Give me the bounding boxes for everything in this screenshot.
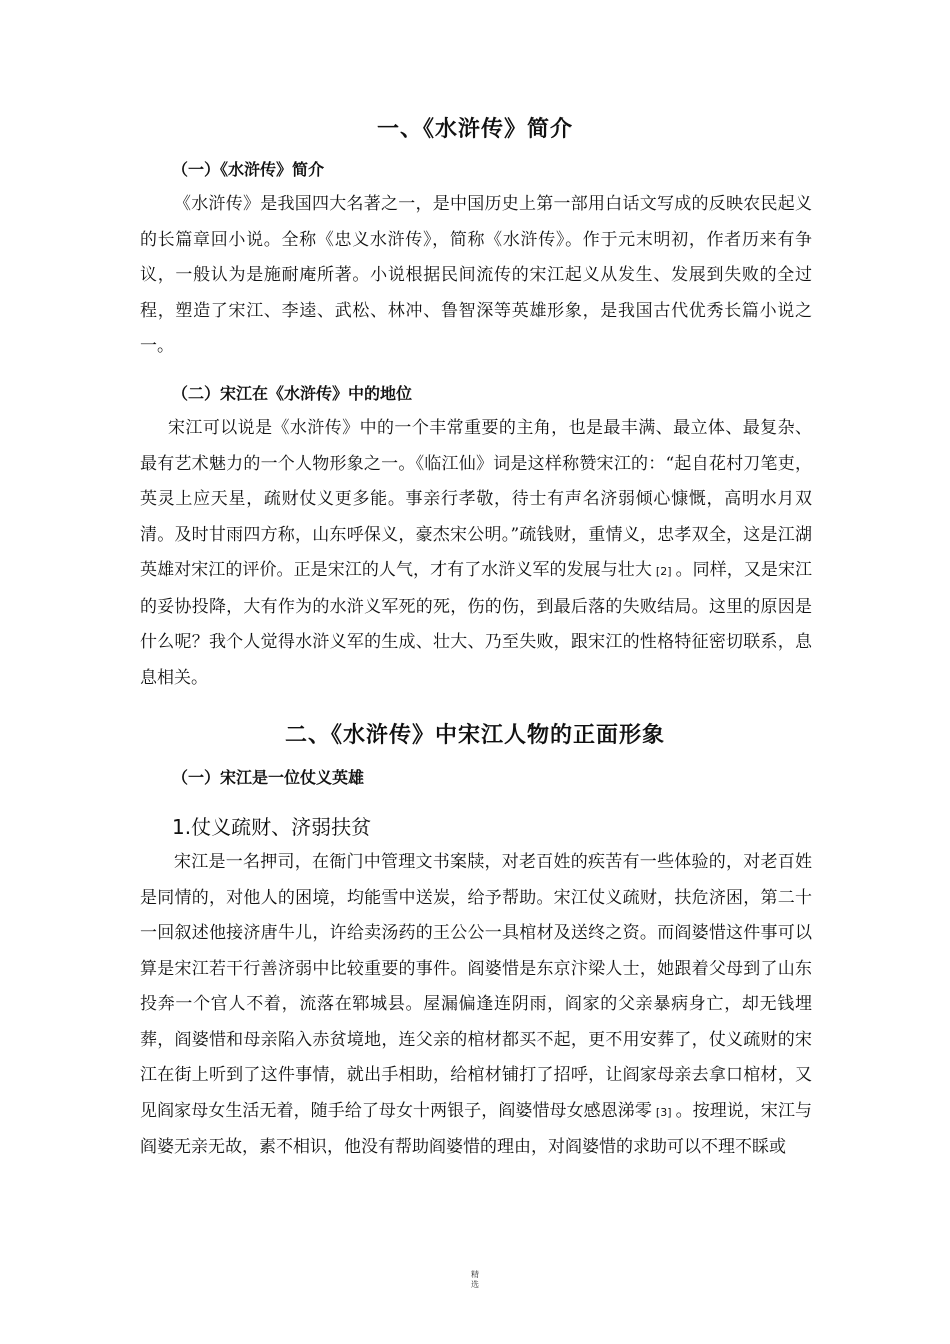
section-2-point-1-heading: 1.仗义疏财、济弱扶贫: [172, 815, 372, 839]
citation-marker: [2]: [655, 565, 672, 578]
page-footer-mark: [455, 1270, 495, 1290]
section-2-point-1-paragraph: [140, 845, 812, 1166]
paragraph-text: 宋江可以说是《水浒传》中的一个丰常重要的主角，也是最丰满、最立体、最复杂、最有艺术魅力的一个人物形象之一。《临江仙》词是这样称赞宋江的：“起自花村刀笔吏，英灵上应天星，疏财仗义更多能。事亲行孝敬，待士有声名济弱倾心慷慨，高明水月双清。及时甘雨四方称，山东呼保义，豪杰宋公明。”疏钱财，重情义，忠孝双全，这是江湖英雄对宋江的评价。正是宋江的人气，才有了水浒义军的发展与壮大: [140, 418, 812, 580]
footer-line: 精: [471, 1270, 479, 1279]
paragraph-text: 。按理说，宋江与阎婆无亲无故，素不相识，他没有帮助阎婆惜的理由，对阎婆惜的求助可以不理不睬或: [140, 1100, 813, 1157]
section-1-heading: 一、《水浒传》简介: [376, 117, 573, 142]
section-1-sub-2-heading: （二）宋江在《水浒传》中的地位: [172, 384, 413, 403]
paragraph-text: 宋江是一名押司，在衙门中管理文书案牍，对老百姓的疾苦有一些体验的，对老百姓是同情的，对他人的困境，均能雪中送炭，给予帮助。宋江仗义疏财，扶危济困，第二十一回叙述他接济唐牛儿，许给卖汤药的王公公一具棺材及送终之资。而阎婆惜这件事可以算是宋江若干行善济弱中比较重要的事件。阎婆惜是东京汴梁人士，她跟着父母到了山东投奔一个官人不着，流落在郓城县。屋漏偏逢连阴雨，阎家的父亲暴病身亡，却无钱埋葬，阎婆惜和母亲陷入赤贫境地，连父亲的棺材都买不起，更不用安葬了，仗义疏财的宋江在街上听到了这件事情，就出手相助，给棺材铺打了招呼，让阎家母亲去拿口棺材，又见阎家母女生活无着，随手给了母女十两银子，阎婆惜母女感恩涕零: [140, 852, 812, 1121]
section-2-heading: 二、《水浒传》中宋江人物的正面形象: [284, 723, 665, 748]
paragraph-text: 。同样，又是宋江的妥协投降，大有作为的水浒义军死的死，伤的伤，到最后落的失败结局。这里的原因是什么呢？我个人觉得水浒义军的生成、壮大、乃至失败，跟宋江的性格特征密切联系，息息相关。: [140, 560, 813, 688]
footer-line: 选: [471, 1280, 479, 1289]
section-1-sub-2-paragraph: [140, 411, 812, 696]
citation-marker: [3]: [655, 1105, 672, 1119]
section-2-sub-1-heading: （一）宋江是一位仗义英雄: [172, 768, 365, 787]
section-1-sub-1-paragraph: 《水浒传》是我国四大名著之一，是中国历史上第一部用白话文写成的反映农民起义的长篇章回小说。全称《忠义水浒传》，简称《水浒传》。作于元末明初，作者历来有争议，一般认为是施耐庵所著。小说根据民间流传的宋江起义从发生、发展到失败的全过程，塑造了宋江、李逵、武松、林冲、鲁智深等英雄形象，是我国古代优秀长篇小说之一。: [140, 194, 812, 356]
section-1-sub-1-heading: （一）《水浒传》简介: [172, 160, 325, 179]
